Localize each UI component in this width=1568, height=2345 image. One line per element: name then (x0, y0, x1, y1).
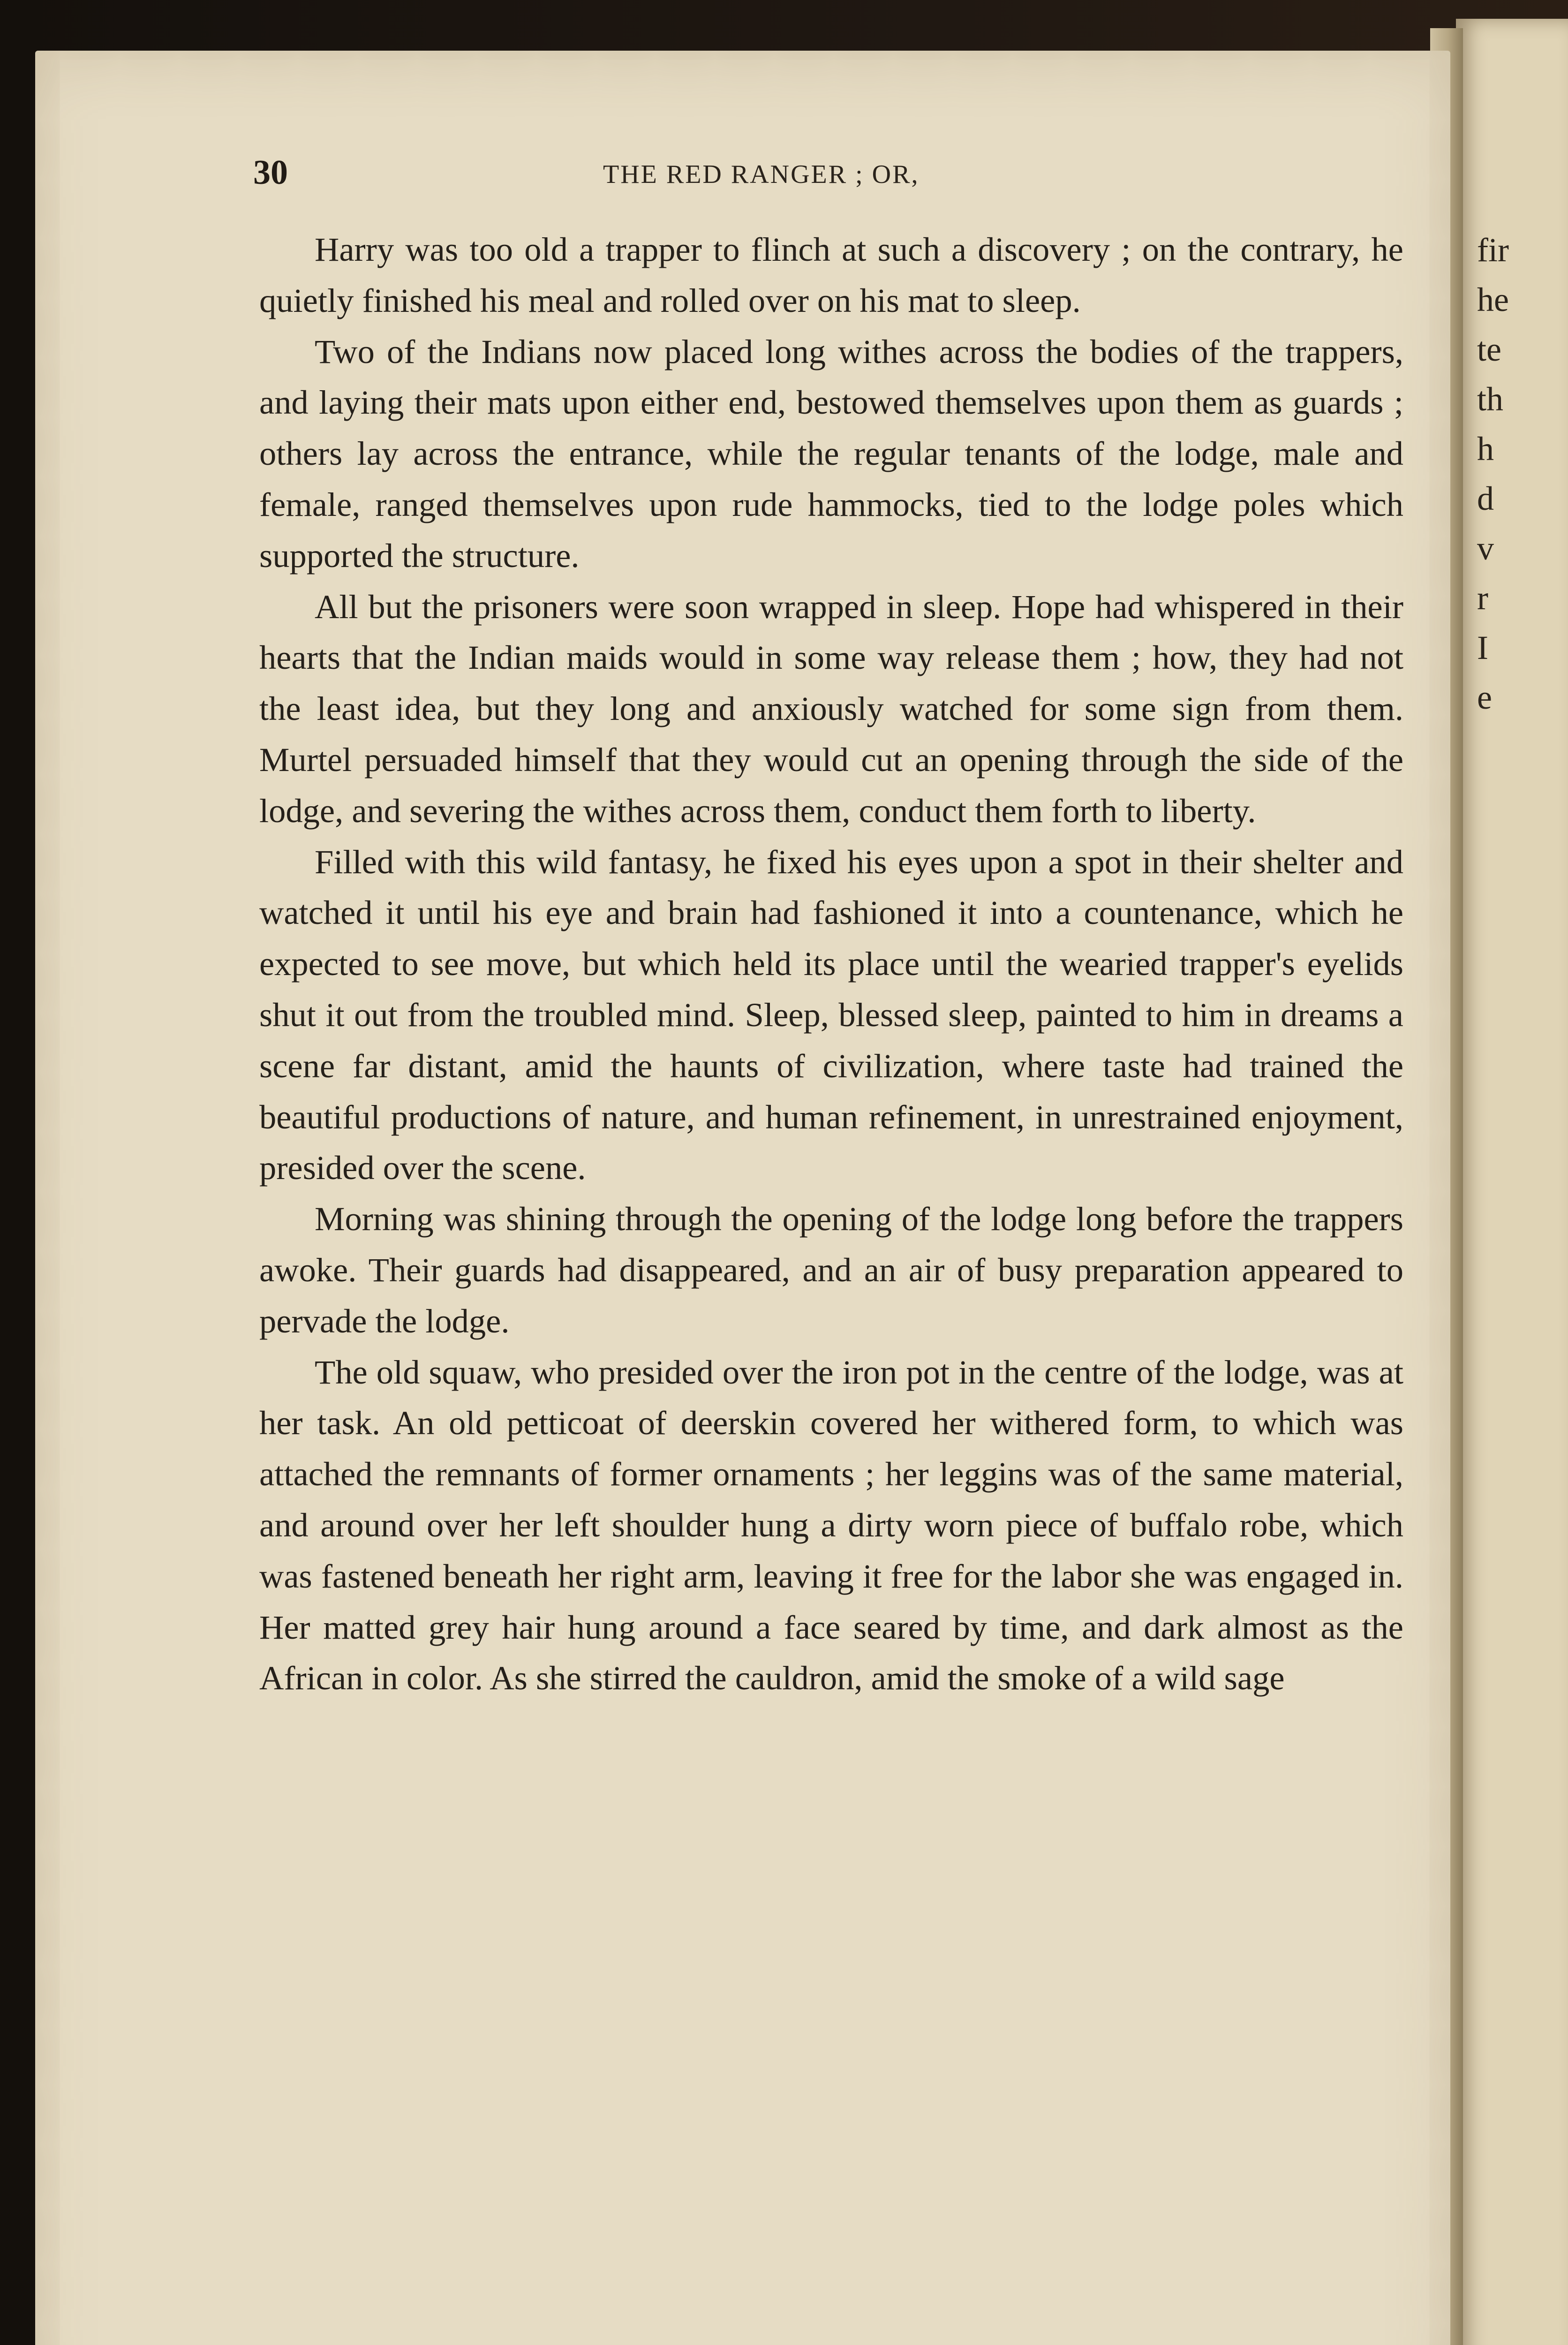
paragraph: Two of the Indians now placed long withes across the bodies of the trappers, and laying their mats upon either end, bestowed themselves upon them as guards ; others lay across the entrance, while the regular tenants of the lodge, male and female, ranged themselves upon rude hammocks, tied to the lodge poles which supported the structure. (259, 332, 1403, 575)
page-number: 30 (253, 153, 288, 192)
facing-line: e (1477, 679, 1492, 716)
facing-line: te (1477, 331, 1501, 368)
facing-line: h (1477, 430, 1494, 468)
facing-line: fir (1477, 231, 1509, 269)
facing-page-text (1477, 225, 1566, 722)
running-title: THE RED RANGER ; OR, (603, 160, 920, 189)
paragraph: Harry was too old a trapper to flinch at such a discovery ; on the contrary, he quietly finished his meal and rolled over on his mat to sleep. (259, 230, 1403, 319)
paragraph: The old squaw, who presided over the iron pot in the centre of the lodge, was at her task. An old petticoat of deerskin covered her withered form, to which was attached the remnants of former ornaments ; her leggins was of the same material, and around over her left shoulder hung a dirty worn piece of buffalo robe, which was fastened beneath her right arm, leaving it free for the labor she was engaged in. Her matted grey hair hung around a face seared by time, and dark almost as the African in color. As she stirred the cauldron, amid the smoke of a wild sage (259, 1353, 1403, 1697)
facing-line: d (1477, 480, 1494, 517)
facing-line: r (1477, 579, 1488, 617)
paragraph: Morning was shining through the opening of the lodge long before the trappers awoke. Their guards had disappeared, and an air of busy preparation appeared to pervade the lodge. (259, 1200, 1403, 1340)
facing-line: he (1477, 281, 1509, 318)
facing-line: th (1477, 380, 1504, 418)
paragraph: All but the prisoners were soon wrapped in sleep. Hope had whispered in their hearts that the Indian maids would in some way release them ; how, they had not the least idea, but they long and anxiously watched for some sign from them. Murtel persuaded himself that they would cut an opening through the side of the lodge, and severing the withes across them, conduct them forth to liberty. (259, 587, 1403, 830)
paragraph: Filled with this wild fantasy, he fixed his eyes upon a spot in their shelter and watched it until his eye and brain had fashioned it into a countenance, which he expected to see move, but which held its place until the wearied trapper's eyelids shut it out from the troubled mind. Sleep, blessed sleep, painted to him in dreams a scene far distant, amid the haunts of civilization, where taste had trained the beautiful productions of nature, and human refinement, in unrestrained enjoyment, presided over the scene. (259, 842, 1403, 1187)
facing-line: v (1477, 530, 1494, 567)
facing-line: I (1477, 629, 1488, 666)
body-text (259, 224, 1403, 1704)
